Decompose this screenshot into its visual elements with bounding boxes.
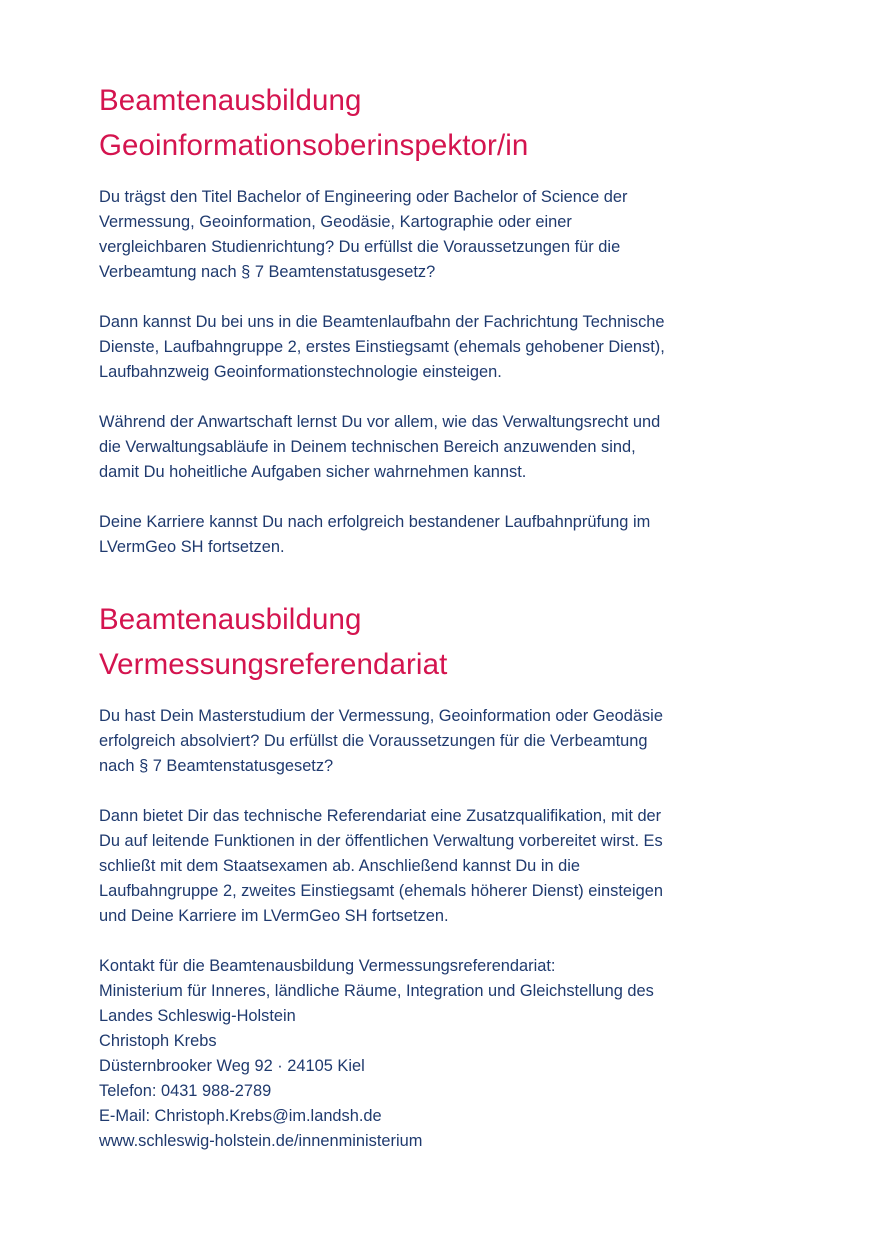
section-title [99,597,799,687]
text-line: Dienste, Laufbahngruppe 2, erstes Einstiegsamt (ehemals gehobener Dienst), [99,338,665,356]
paragraph [99,510,799,560]
contact-address: Düsternbrooker Weg 92 · 24105 Kiel [99,1057,365,1075]
text-line: Dann kannst Du bei uns in die Beamtenlaufbahn der Fachrichtung Technische [99,313,665,331]
text-line: Deine Karriere kannst Du nach erfolgreich bestandener Laufbahnprüfung im [99,513,651,531]
section-geoinformationsoberinspektor [99,78,799,560]
contact-heading: Kontakt für die Beamtenausbildung Vermessungsreferendariat: [99,957,556,975]
section-vermessungsreferendariat [99,597,799,1154]
paragraph [99,310,799,385]
text-line: damit Du hoheitliche Aufgaben sicher wahrnehmen kannst. [99,463,527,481]
section-title [99,78,799,168]
paragraph [99,804,799,929]
text-line: Verbeamtung nach § 7 Beamtenstatusgesetz? [99,263,436,281]
contact-website: www.schleswig-holstein.de/innenministerium [99,1132,423,1150]
text-line: LVermGeo SH fortsetzen. [99,538,285,556]
paragraph [99,185,799,285]
text-line: nach § 7 Beamtenstatusgesetz? [99,757,334,775]
text-line: und Deine Karriere im LVermGeo SH fortsetzen. [99,907,449,925]
contact-block [99,954,799,1154]
text-line: Du auf leitende Funktionen in der öffentlichen Verwaltung vorbereitet wirst. Es [99,832,663,850]
contact-organization: Ministerium für Inneres, ländliche Räume, Integration und Gleichstellung des [99,982,654,1000]
contact-person: Christoph Krebs [99,1032,217,1050]
title-line: Geoinformationsoberinspektor/in [99,129,529,162]
text-line: vergleichbaren Studienrichtung? Du erfüllst die Voraussetzungen für die [99,238,621,256]
text-line: Während der Anwartschaft lernst Du vor allem, wie das Verwaltungsrecht und [99,413,661,431]
paragraph [99,704,799,779]
document-page [99,78,799,1154]
text-line: Laufbahngruppe 2, zweites Einstiegsamt (ehemals höherer Dienst) einsteigen [99,882,663,900]
text-line: Laufbahnzweig Geoinformationstechnologie einsteigen. [99,363,502,381]
text-line: Dann bietet Dir das technische Referendariat eine Zusatzqualifikation, mit der [99,807,662,825]
text-line: die Verwaltungsabläufe in Deinem technischen Bereich anzuwenden sind, [99,438,636,456]
title-line: Vermessungsreferendariat [99,648,448,681]
title-line: Beamtenausbildung [99,603,362,636]
contact-organization: Landes Schleswig-Holstein [99,1007,296,1025]
contact-phone: Telefon: 0431 988-2789 [99,1082,272,1100]
paragraph [99,410,799,485]
text-line: erfolgreich absolviert? Du erfüllst die Voraussetzungen für die Verbeamtung [99,732,648,750]
text-line: Vermessung, Geoinformation, Geodäsie, Kartographie oder einer [99,213,572,231]
text-line: Du trägst den Titel Bachelor of Engineering oder Bachelor of Science der [99,188,628,206]
text-line: Du hast Dein Masterstudium der Vermessung, Geoinformation oder Geodäsie [99,707,663,725]
title-line: Beamtenausbildung [99,84,362,117]
text-line: schließt mit dem Staatsexamen ab. Anschließend kannst Du in die [99,857,581,875]
contact-email: E-Mail: Christoph.Krebs@im.landsh.de [99,1107,382,1125]
